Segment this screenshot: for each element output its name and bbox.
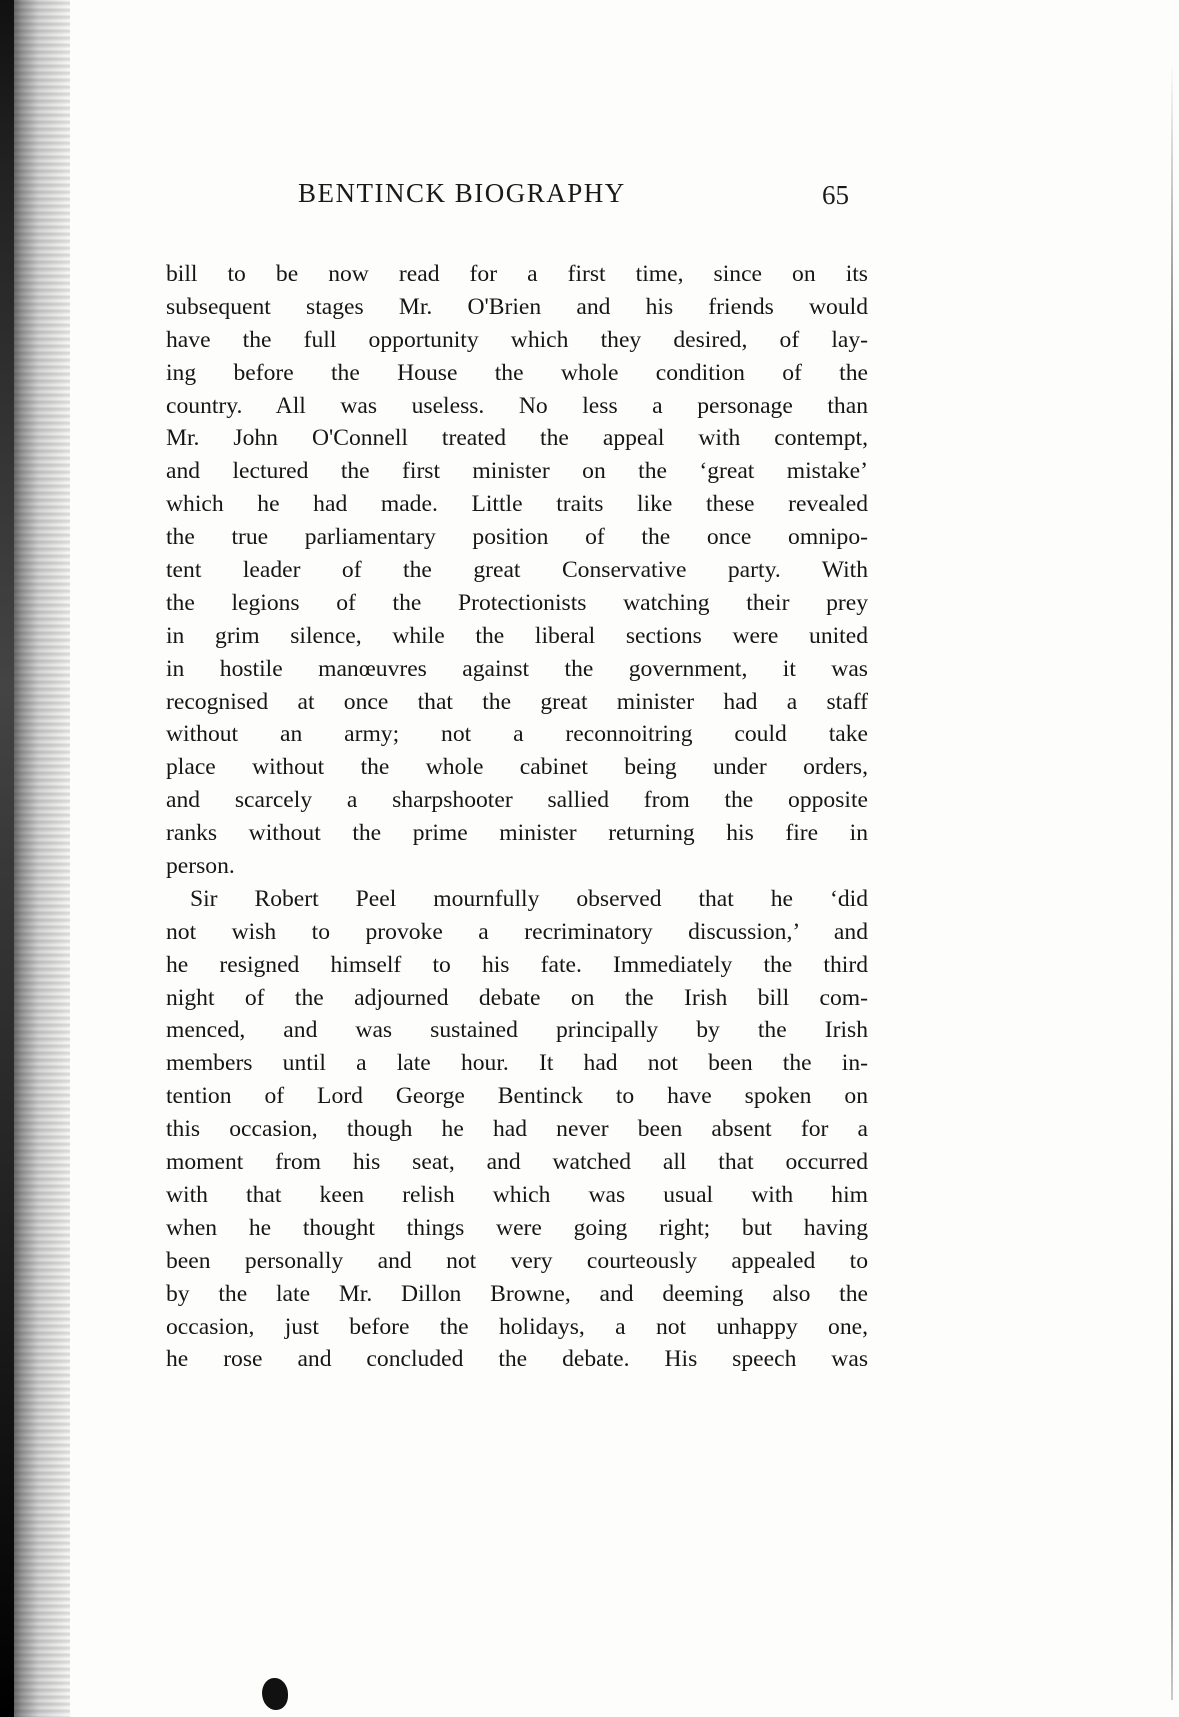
text-line: in grim silence, while the liberal sections were united	[166, 622, 868, 649]
text-line: which he had made. Little traits like these revealed	[166, 491, 868, 518]
ink-blot	[262, 1678, 288, 1710]
text-line: the legions of the Protectionists watching their prey	[166, 589, 868, 616]
text-line: and lectured the first minister on the ‘great mistake’	[166, 458, 868, 485]
text-line: ing before the House the whole condition of the	[166, 359, 868, 386]
text-line: with that keen relish which was usual with him	[166, 1181, 868, 1208]
text-line: members until a late hour. It had not been the in-	[166, 1050, 868, 1077]
text-line: Mr. John O'Connell treated the appeal with contempt,	[166, 425, 868, 452]
body-text	[166, 258, 868, 1376]
text-line: not wish to provoke a recriminatory discussion,’ and	[166, 918, 868, 945]
text-line: he rose and concluded the debate. His speech was	[166, 1346, 868, 1373]
text-line: have the full opportunity which they desired, of lay-	[166, 326, 868, 353]
text-line: country. All was useless. No less a personage than	[166, 392, 868, 419]
text-line: occasion, just before the holidays, a not unhappy one,	[166, 1313, 868, 1340]
text-line: been personally and not very courteously appealed to	[166, 1247, 868, 1274]
spine-edge	[0, 0, 14, 1717]
text-line: moment from his seat, and watched all that occurred	[166, 1149, 868, 1176]
text-line: tention of Lord George Bentinck to have spoken on	[166, 1083, 868, 1110]
text-line: in hostile manœuvres against the government, it was	[166, 655, 868, 682]
page-header	[150, 178, 850, 218]
text-line: without an army; not a reconnoitring could take	[166, 721, 868, 748]
text-line: night of the adjourned debate on the Irish bill com-	[166, 984, 868, 1011]
text-line: when he thought things were going right; but having	[166, 1214, 868, 1241]
text-line: the true parliamentary position of the once omnipo-	[166, 524, 868, 551]
text-line: by the late Mr. Dillon Browne, and deeming also the	[166, 1280, 868, 1307]
text-line: and scarcely a sharpshooter sallied from the opposite	[166, 787, 868, 814]
text-line: this occasion, though he had never been absent for a	[166, 1116, 868, 1143]
page-number: 65	[822, 180, 849, 210]
text-line: place without the whole cabinet being under orders,	[166, 754, 868, 781]
text-line: tent leader of the great Conservative party. With	[166, 557, 868, 584]
paragraph-1	[166, 258, 868, 883]
text-line: he resigned himself to his fate. Immediately the third	[166, 951, 868, 978]
text-line: bill to be now read for a first time, since on its	[166, 261, 868, 287]
text-line: Sir Robert Peel mournfully observed that he ‘did	[190, 885, 868, 912]
text-line: menced, and was sustained principally by the Irish	[166, 1017, 868, 1044]
text-line: person.	[166, 853, 235, 880]
text-line: ranks without the prime minister returning his fire in	[166, 820, 868, 847]
text-line: recognised at once that the great minister had a staff	[166, 688, 868, 715]
page-edge-line	[1171, 60, 1173, 1700]
text-line: subsequent stages Mr. O'Brien and his friends would	[166, 293, 868, 320]
running-head: BENTINCK BIOGRAPHY	[298, 178, 626, 208]
paragraph-2	[166, 883, 868, 1376]
